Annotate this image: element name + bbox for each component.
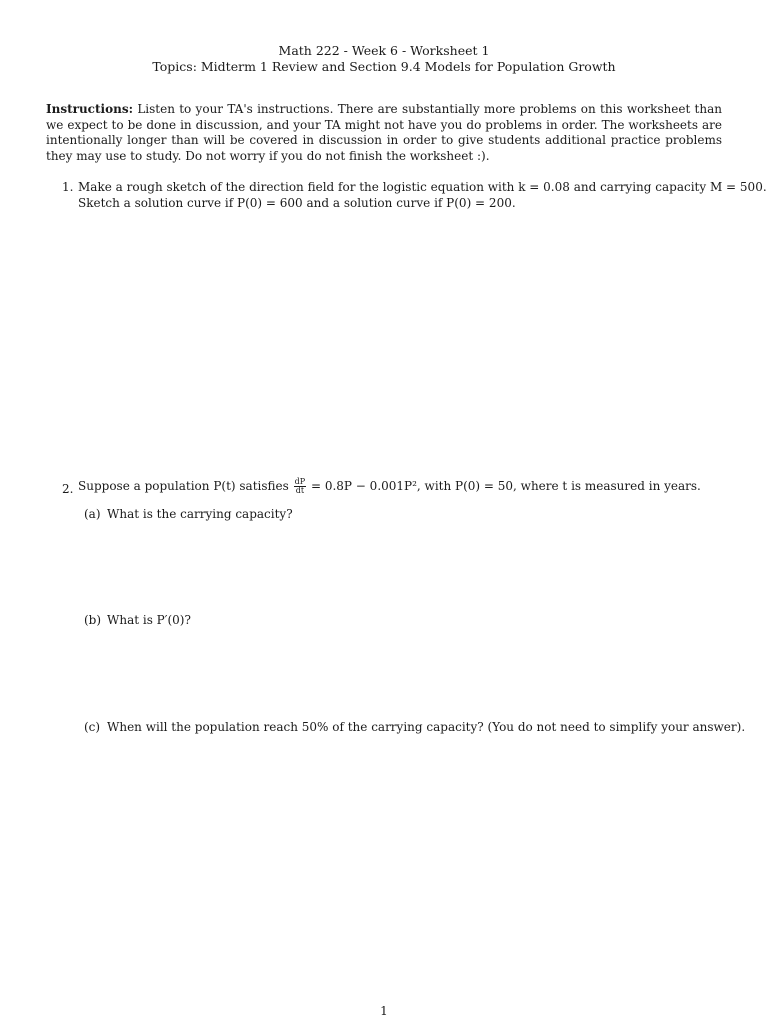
part-b-label: (b): [84, 613, 102, 627]
worksheet-title: Math 222 - Week 6 - Worksheet 1: [278, 43, 490, 58]
instructions-label: Instructions:: [46, 102, 134, 116]
problem-1-line-2: Sketch a solution curve if P(0) = 600 and a solution curve if P(0) = 200.: [78, 196, 516, 210]
problem-2-statement: [78, 478, 728, 495]
problem-2-pre: Suppose a population P(t) satisfies: [78, 479, 289, 493]
part-b-text: What is P′(0)?: [107, 613, 191, 627]
fraction-denominator: dt: [295, 486, 305, 495]
problem-1-number: 1.: [62, 180, 74, 194]
part-a-label: (a): [84, 507, 101, 521]
problem-2-post: = 0.8P − 0.001P², with P(0) = 50, where t is measured in years.: [310, 479, 701, 493]
worksheet-topics: Topics: Midterm 1 Review and Section 9.4 Models for Population Growth: [152, 59, 616, 74]
instructions-block: [46, 102, 722, 164]
part-c-label: (c): [84, 720, 101, 734]
page-number: 1: [380, 1004, 388, 1018]
fraction-numerator: dP: [294, 477, 306, 486]
part-c-text: When will the population reach 50% of the carrying capacity? (You do not need to simplify your answer).: [107, 720, 746, 734]
derivative-fraction: [294, 478, 307, 495]
part-a-text: What is the carrying capacity?: [107, 507, 293, 521]
instructions-text: Listen to your TA's instructions. There are substantially more problems on this worksheet than we expect to be done in discussion, and your TA might not have you do problems in order. The worksheets are intentionally longer than will be covered in discussion in order to give students additional practice problems they may use to study. Do not worry if you do not finish the worksheet :).: [46, 102, 722, 163]
problem-2-number: 2.: [62, 482, 74, 496]
problem-1-line-1: Make a rough sketch of the direction field for the logistic equation with k = 0.08 and carrying capacity M = 500.: [78, 180, 767, 194]
